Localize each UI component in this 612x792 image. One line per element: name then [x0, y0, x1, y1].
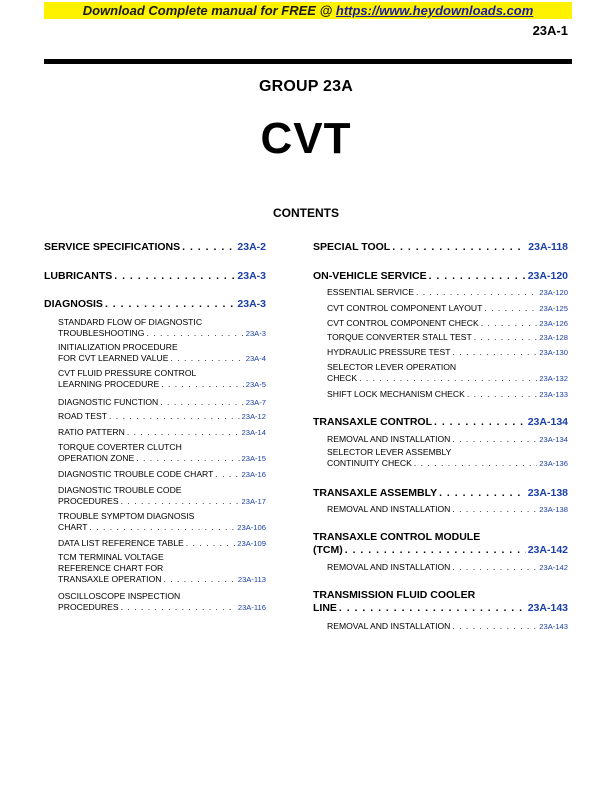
dot-leader	[467, 389, 537, 400]
toc-item-label: DIAGNOSTIC FUNCTION	[58, 397, 159, 407]
toc-section-right-5[interactable]	[313, 589, 568, 615]
toc-item-page[interactable]: 23A-113	[237, 575, 266, 584]
toc-item-page[interactable]: 23A-116	[237, 603, 266, 612]
toc-item-label: RATIO PATTERN	[58, 427, 125, 437]
toc-item[interactable]	[44, 511, 266, 533]
dot-leader	[161, 379, 244, 390]
toc-section-page[interactable]: 23A-142	[527, 544, 568, 556]
toc-section-right-2[interactable]	[313, 416, 568, 429]
toc-item[interactable]	[44, 368, 266, 390]
toc-item-page[interactable]: 23A-12	[241, 412, 266, 421]
dot-leader	[215, 469, 239, 480]
toc-item[interactable]	[44, 317, 266, 339]
dot-leader	[414, 458, 537, 469]
dot-leader	[182, 241, 235, 254]
dot-leader	[439, 487, 526, 500]
toc-section-page[interactable]: 23A-143	[527, 602, 568, 614]
toc-item-label: TROUBLESHOOTING	[58, 328, 145, 338]
toc-item-label: ROAD TEST	[58, 411, 108, 421]
toc-section-label: LUBRICANTS	[44, 270, 113, 282]
toc-item-label: REMOVAL AND INSTALLATION	[327, 621, 451, 631]
dot-leader	[121, 496, 240, 507]
toc-section-left-0[interactable]	[44, 241, 266, 254]
toc-item-label: PROCEDURES	[58, 496, 119, 506]
toc-section-page[interactable]: 23A-3	[237, 270, 266, 282]
toc-item-label: TRANSAXLE OPERATION	[58, 574, 162, 584]
toc-item-page[interactable]: 23A-142	[539, 563, 568, 572]
toc-section-page[interactable]: 23A-134	[527, 416, 568, 428]
toc-item-label: REMOVAL AND INSTALLATION	[327, 434, 451, 444]
toc-item-page[interactable]: 23A-125	[539, 304, 568, 313]
banner-text: Download Complete manual for FREE @	[82, 3, 336, 18]
toc-item[interactable]	[313, 362, 568, 384]
toc-item-page[interactable]: 23A-143	[539, 622, 568, 631]
toc-item[interactable]	[313, 621, 568, 632]
toc-item[interactable]	[313, 562, 568, 573]
toc-section-left-2[interactable]	[44, 298, 266, 311]
toc-item-label: REMOVAL AND INSTALLATION	[327, 504, 451, 514]
toc-item[interactable]	[313, 287, 568, 298]
toc-item-label: CVT CONTROL COMPONENT CHECK	[327, 318, 479, 328]
toc-item[interactable]	[313, 303, 568, 314]
toc-section-page[interactable]: 23A-118	[528, 241, 568, 253]
dot-leader	[163, 574, 235, 585]
toc-item-page[interactable]: 23A-132	[539, 374, 568, 383]
toc-item-label: OPERATION ZONE	[58, 453, 135, 463]
toc-item-label: FOR CVT LEARNED VALUE	[58, 353, 169, 363]
dot-leader	[481, 318, 538, 329]
toc-item[interactable]	[313, 332, 568, 343]
toc-section-page[interactable]: 23A-138	[527, 487, 568, 499]
toc-item[interactable]	[44, 411, 266, 422]
toc-item[interactable]	[44, 485, 266, 507]
toc-section-label: ON-VEHICLE SERVICE	[313, 270, 427, 282]
toc-item-label: CVT CONTROL COMPONENT LAYOUT	[327, 303, 483, 313]
toc-item-page[interactable]: 23A-7	[245, 398, 266, 407]
toc-item[interactable]	[313, 504, 568, 515]
toc-item-label: REMOVAL AND INSTALLATION	[327, 562, 451, 572]
dot-leader	[452, 434, 537, 445]
toc-item-page[interactable]: 23A-4	[245, 354, 266, 363]
toc-item[interactable]	[44, 427, 266, 438]
dot-leader	[359, 373, 537, 384]
toc-item-label-line: INITIALIZATION PROCEDURE	[58, 342, 178, 352]
toc-item-page[interactable]: 23A-14	[241, 428, 266, 437]
toc-item[interactable]	[44, 469, 266, 480]
toc-item-page[interactable]: 23A-106	[237, 523, 266, 532]
toc-item[interactable]	[44, 591, 266, 613]
toc-item-label-line: TROUBLE SYMPTOM DIAGNOSIS	[58, 511, 195, 521]
toc-section-label: TRANSAXLE ASSEMBLY	[313, 487, 438, 499]
toc-item[interactable]	[313, 389, 568, 400]
dot-leader	[146, 328, 243, 339]
toc-item[interactable]	[44, 538, 266, 549]
toc-item-page[interactable]: 23A-133	[539, 390, 568, 399]
toc-item-page[interactable]: 23A-136	[539, 459, 568, 468]
dot-leader	[345, 544, 526, 557]
toc-section-label: SPECIAL TOOL	[313, 241, 391, 253]
toc-section-right-1[interactable]	[313, 270, 568, 283]
banner-link[interactable]: https://www.heydownloads.com	[335, 3, 534, 18]
toc-item-label: CHART	[58, 522, 88, 532]
dot-leader	[136, 453, 239, 464]
toc-item-page[interactable]: 23A-3	[245, 329, 266, 338]
dot-leader	[484, 303, 537, 314]
dot-leader	[434, 416, 526, 429]
toc-item[interactable]	[44, 342, 266, 364]
toc-item[interactable]	[44, 442, 266, 464]
toc-item-label: LEARNING PROCEDURE	[58, 379, 160, 389]
toc-item-page[interactable]: 23A-120	[539, 288, 568, 297]
toc-item-label-line: SELECTOR LEVER ASSEMBLY	[327, 447, 452, 457]
toc-section-label-line: TRANSMISSION FLUID COOLER	[313, 589, 476, 601]
toc-item[interactable]	[313, 447, 568, 469]
dot-leader	[429, 270, 526, 283]
toc-item-label-line: STANDARD FLOW OF DIAGNOSTIC	[58, 317, 203, 327]
toc-section-label: TRANSAXLE CONTROL	[313, 416, 432, 428]
toc-item-page[interactable]: 23A-15	[241, 454, 266, 463]
dot-leader	[453, 347, 538, 358]
dot-leader	[121, 602, 236, 613]
toc-item-label-line: TCM TERMINAL VOLTAGE	[58, 552, 164, 562]
toc-section-right-4[interactable]	[313, 531, 568, 557]
download-banner[interactable]	[44, 2, 572, 19]
toc-item-page[interactable]: 23A-109	[237, 539, 266, 548]
toc-item-label-line: OSCILLOSCOPE INSPECTION	[58, 591, 181, 601]
dot-leader	[170, 353, 243, 364]
toc-section-page[interactable]: 23A-120	[527, 270, 568, 282]
toc-item-page[interactable]: 23A-128	[539, 333, 568, 342]
dot-leader	[392, 241, 526, 254]
toc-section-left-1[interactable]	[44, 270, 266, 283]
header-rule	[44, 59, 572, 64]
toc-section-page[interactable]: 23A-3	[237, 298, 266, 310]
toc-section-page[interactable]: 23A-2	[237, 241, 266, 253]
contents-heading: CONTENTS	[273, 206, 339, 220]
toc-item-page[interactable]: 23A-138	[539, 505, 568, 514]
toc-item-label: SHIFT LOCK MECHANISM CHECK	[327, 389, 465, 399]
toc-item[interactable]	[313, 318, 568, 329]
dot-leader	[452, 504, 537, 515]
dot-leader	[127, 427, 240, 438]
toc-item-label: DATA LIST REFERENCE TABLE	[58, 538, 184, 548]
toc-item[interactable]	[313, 434, 568, 445]
toc-item-label: DIAGNOSTIC TROUBLE CODE CHART	[58, 469, 214, 479]
toc-item-label-line: CVT FLUID PRESSURE CONTROL	[58, 368, 197, 378]
dot-leader	[160, 397, 243, 408]
toc-item-label-line: TORQUE COVERTER CLUTCH	[58, 442, 182, 452]
toc-item-page[interactable]: 23A-16	[241, 470, 266, 479]
dot-leader	[105, 298, 235, 311]
toc-item[interactable]	[313, 347, 568, 358]
toc-section-label: DIAGNOSIS	[44, 298, 103, 310]
toc-section-label: (TCM)	[313, 544, 343, 556]
dot-leader	[339, 602, 526, 615]
toc-item-label: HYDRAULIC PRESSURE TEST	[327, 347, 451, 357]
toc-section-label: LINE	[313, 602, 337, 614]
toc-item-label: TORQUE CONVERTER STALL TEST	[327, 332, 472, 342]
page-title: CVT	[260, 114, 352, 163]
toc-item-label-line: REFERENCE CHART FOR	[58, 563, 164, 573]
toc-item-label: CHECK	[327, 373, 358, 383]
toc-item[interactable]	[44, 552, 266, 585]
toc-item-page[interactable]: 23A-134	[539, 435, 568, 444]
dot-leader	[89, 522, 235, 533]
toc-item-page[interactable]: 23A-130	[539, 348, 568, 357]
dot-leader	[452, 562, 537, 573]
dot-leader	[474, 332, 538, 343]
dot-leader	[109, 411, 239, 422]
toc-section-label: SERVICE SPECIFICATIONS	[44, 241, 181, 253]
group-heading: GROUP 23A	[259, 78, 353, 95]
toc-item-page[interactable]: 23A-17	[241, 497, 266, 506]
toc-item-label-line: DIAGNOSTIC TROUBLE CODE	[58, 485, 182, 495]
dot-leader	[186, 538, 236, 549]
dot-leader	[114, 270, 235, 283]
toc-item-label: CONTINUITY CHECK	[327, 458, 412, 468]
toc-item-page[interactable]: 23A-5	[245, 380, 266, 389]
toc-item-label: ESSENTIAL SERVICE	[327, 287, 414, 297]
toc-item-label: PROCEDURES	[58, 602, 119, 612]
toc-item-page[interactable]: 23A-126	[539, 319, 568, 328]
page-number: 23A-1	[532, 23, 568, 38]
toc-item[interactable]	[44, 397, 266, 408]
dot-leader	[452, 621, 537, 632]
toc-section-label-line: TRANSAXLE CONTROL MODULE	[313, 531, 481, 543]
toc-section-right-0[interactable]	[313, 241, 568, 254]
toc-item-label-line: SELECTOR LEVER OPERATION	[327, 362, 457, 372]
dot-leader	[416, 287, 537, 298]
toc-section-right-3[interactable]	[313, 487, 568, 500]
